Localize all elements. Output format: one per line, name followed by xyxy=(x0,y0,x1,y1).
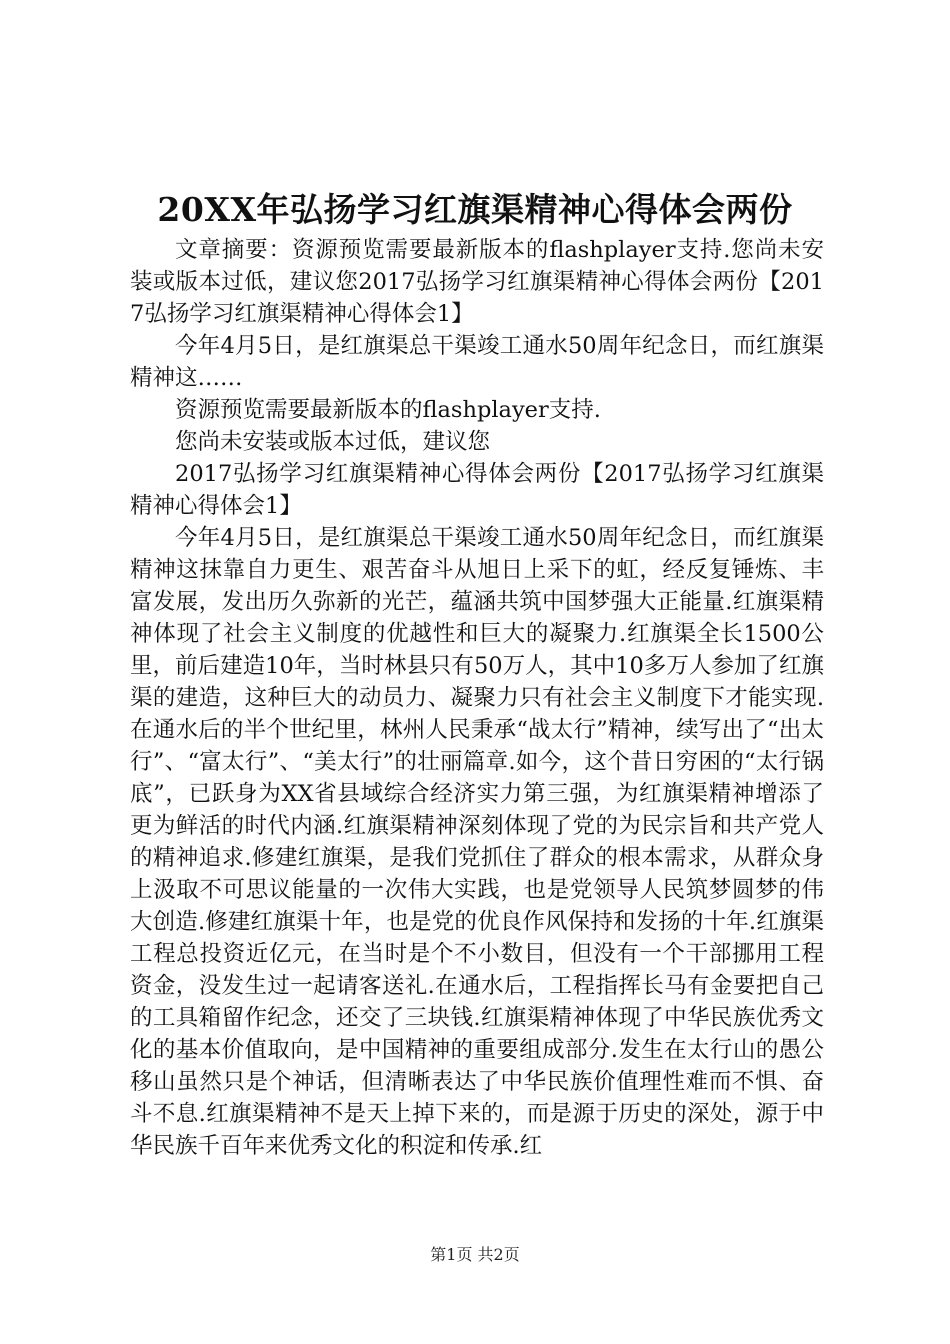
body-paragraph: 资源预览需要最新版本的flashplayer支持. xyxy=(175,397,601,423)
body-paragraph: 今年4月5日，是红旗渠总干渠竣工通水50周年纪念日，而红旗渠精神这…… xyxy=(130,333,824,391)
document-body xyxy=(130,234,824,1162)
document-title: 20XX年弘扬学习红旗渠精神心得体会两份 xyxy=(157,190,793,229)
body-paragraph: 2017弘扬学习红旗渠精神心得体会两份【2017弘扬学习红旗渠精神心得体会1】 xyxy=(130,461,824,519)
abstract-paragraph: 文章摘要：资源预览需要最新版本的flashplayer支持.您尚未安装或版本过低，建议您2017弘扬学习红旗渠精神心得体会两份【2017弘扬学习红旗渠精神心得体会1】 xyxy=(130,237,824,327)
body-paragraph: 您尚未安装或版本过低，建议您 xyxy=(175,429,491,455)
body-paragraph: 今年4月5日，是红旗渠总干渠竣工通水50周年纪念日，而红旗渠精神这抹靠自力更生、艰苦奋斗从旭日上采下的虹，经反复锤炼、丰富发展，发出历久弥新的光芒，蕴涵共筑中国梦强大正能量.红旗渠精神体现了社会主义制度的优越性和巨大的凝聚力.红旗渠全长1500公里，前后建造10年，当时林县只有50万人，其中10多万人参加了红旗渠的建造，这种巨大的动员力、凝聚力只有社会主义制度下才能实现.在通水后的半个世纪里，林州人民秉承“战太行”精神，续写出了“出太行”、“富太行”、“美太行”的壮丽篇章.如今，这个昔日穷困的“太行锅底”，已跃身为XX省县域综合经济实力第三强，为红旗渠精神增添了更为鲜活的时代内涵.红旗渠精神深刻体现了党的为民宗旨和共产党人的精神追求.修建红旗渠，是我们党抓住了群众的根本需求，从群众身上汲取不可思议能量的一次伟大实践，也是党领导人民筑梦圆梦的伟大创造.修建红旗渠十年，也是党的优良作风保持和发扬的十年.红旗渠工程总投资近亿元，在当时是个不小数目，但没有一个干部挪用工程资金，没发生过一起请客送礼.在通水后，工程指挥长马有金要把自己的工具箱留作纪念，还交了三块钱.红旗渠精神体现了中华民族优秀文化的基本价值取向，是中国精神的重要组成部分.发生在太行山的愚公移山虽然只是个神话，但清晰表达了中华民族价值理性难而不惧、奋斗不息.红旗渠精神不是天上掉下来的，而是源于历史的深处，源于中华民族千百年来优秀文化的积淀和传承.红 xyxy=(130,525,824,1159)
page-footer: 第1页 共2页 xyxy=(430,1245,520,1264)
